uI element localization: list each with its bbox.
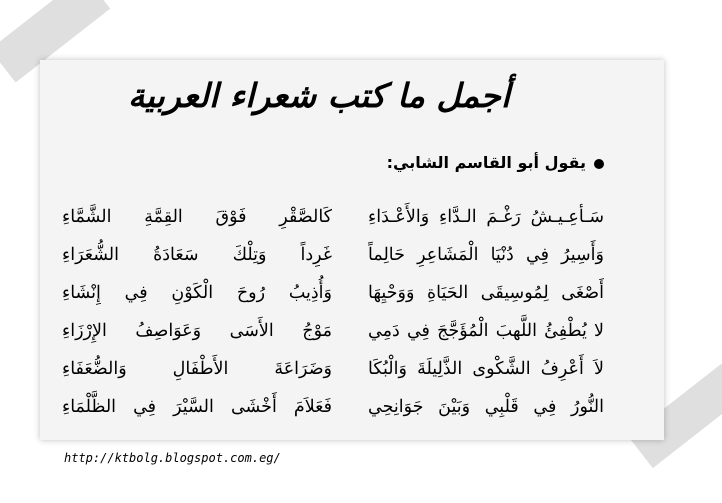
- verse-hemistich: سَـأعِـيـشُ رَغْـمَ الـدَّاءِ وَالأَعْـدَاءِ: [368, 207, 604, 227]
- verse-hemistich: وَأُذِيبُ رُوحَ الْكَوْنِ فِي إِنْشَاءِ: [62, 283, 332, 303]
- verse-hemistich: النُّورُ فِي قَلْبِي وَبَيْنَ جَوَانِحِي: [368, 397, 604, 417]
- poem-right-column: [368, 198, 604, 426]
- bullet-icon: [594, 159, 604, 169]
- verse-hemistich: لا يُطْفِئُ اللَّهبَ الْمُؤَجَّجَ فِي دَمِي: [368, 321, 604, 341]
- blog-url: http://ktbolg.blogspot.com.eg/: [64, 451, 281, 465]
- poem-left-column: [62, 198, 332, 426]
- verse-hemistich: لاَ أَعْرِفُ الشَّكْوى الذَّلِيلَةَ وَالْبُكَا: [368, 359, 604, 379]
- poet-intro-text: يقول أبو القاسم الشابي:: [386, 153, 586, 172]
- verse-hemistich: كَالصَّقْرِ فَوْقَ القِمَّةِ الشَّمَّاءِ: [62, 207, 332, 227]
- verse-hemistich: أَصْغَى لِمُوسِيقَى الحَيَاةِ وَوَحْيِهَا: [368, 283, 604, 303]
- verse-hemistich: مَوْجُ الأَسَى وَعَوَاصِفُ الإِرْزَاءِ: [62, 321, 332, 341]
- verse-hemistich: وَضَرَاعَةَ الأَطْفَالِ وَالضُّعَفَاءِ: [62, 359, 332, 379]
- poet-intro: [380, 150, 604, 176]
- page-title: أجمل ما كتب شعراء العربية: [127, 76, 510, 115]
- verse-hemistich: غَرِداً وَتِلْكَ سَعَادَةُ الشُّعَرَاءِ: [62, 245, 332, 265]
- verse-hemistich: فَعَلاَمَ أَخْشَى السَّيْرَ فِي الظَّلْمَاءِ: [62, 397, 332, 417]
- verse-hemistich: وَأَسِيرُ فِي دُنْيَا الْمَشَاعِرِ حَالِماً: [368, 245, 604, 265]
